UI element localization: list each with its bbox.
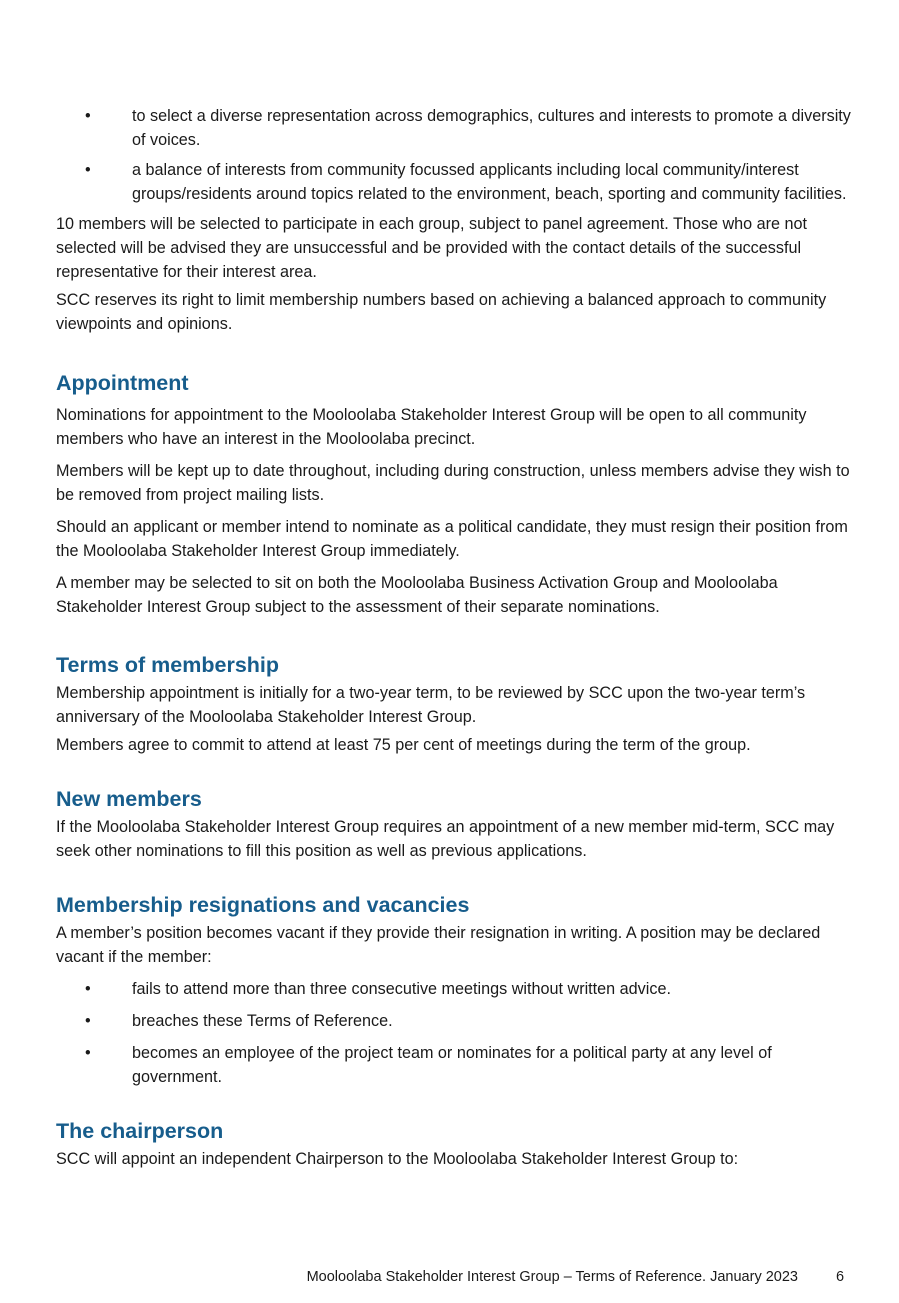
- section-heading-appointment: Appointment: [56, 371, 189, 395]
- paragraph: If the Mooloolaba Stakeholder Interest Group requires an appointment of a new member mid-term, SCC may seek other nominations to fill this position as well as previous applications.: [56, 818, 835, 860]
- paragraph: SCC reserves its right to limit membership numbers based on achieving a balanced approach to community viewpoints and opinions.: [56, 291, 827, 333]
- bullet-icon: •: [85, 980, 91, 998]
- list-item: [56, 1009, 856, 1033]
- list-item-text: breaches these Terms of Reference.: [132, 1012, 393, 1030]
- list-item: [56, 1041, 856, 1089]
- paragraph: Should an applicant or member intend to nominate as a political candidate, they must resign their position from the Mooloolaba Stakeholder Interest Group immediately.: [56, 518, 848, 560]
- bullet-icon: •: [85, 161, 91, 179]
- document-page: [56, 104, 856, 1175]
- paragraph: Membership appointment is initially for a two-year term, to be reviewed by SCC upon the two-year term’s anniversary of the Mooloolaba Stakeholder Interest Group.: [56, 684, 806, 726]
- list-item: [56, 977, 856, 1001]
- list-item-text: becomes an employee of the project team or nominates for a political party at any level of government.: [132, 1044, 772, 1086]
- section-heading-chairperson: The chairperson: [56, 1119, 224, 1143]
- bullet-icon: •: [85, 1044, 91, 1062]
- paragraph: A member’s position becomes vacant if they provide their resignation in writing. A position may be declared vacant if the member:: [56, 924, 821, 966]
- list-item-text: to select a diverse representation across demographics, cultures and interests to promote a diversity of voices.: [132, 107, 851, 149]
- footer-text: Mooloolaba Stakeholder Interest Group – Terms of Reference. January 2023: [306, 1269, 798, 1285]
- bullet-icon: •: [85, 107, 91, 125]
- bullet-icon: •: [85, 1012, 91, 1030]
- paragraph: SCC will appoint an independent Chairperson to the Mooloolaba Stakeholder Interest Group to:: [56, 1150, 739, 1168]
- resignation-bullet-list: [56, 977, 856, 1089]
- paragraph: 10 members will be selected to participate in each group, subject to panel agreement. Those who are not selected will be advised they are unsuccessful and be provided with the contact details of the successful representative for their interest area.: [56, 215, 808, 281]
- list-item: [56, 104, 856, 152]
- paragraph: Members agree to commit to attend at least 75 per cent of meetings during the term of the group.: [56, 736, 751, 754]
- list-item-text: a balance of interests from community focussed applicants including local community/interest groups/residents around topics related to the environment, beach, sporting and community facilities.: [132, 161, 847, 203]
- section-heading-new-members: New members: [56, 787, 202, 811]
- paragraph: Nominations for appointment to the Mooloolaba Stakeholder Interest Group will be open to all community members who have an interest in the Mooloolaba precinct.: [56, 406, 807, 448]
- list-item-text: fails to attend more than three consecutive meetings without written advice.: [132, 980, 671, 998]
- top-bullet-list: [56, 104, 856, 206]
- section-heading-terms: Terms of membership: [56, 653, 280, 677]
- paragraph: A member may be selected to sit on both the Mooloolaba Business Activation Group and Mooloolaba Stakeholder Interest Group subject to the assessment of their separate nominations.: [56, 574, 778, 616]
- page-number: 6: [836, 1269, 845, 1285]
- paragraph: Members will be kept up to date throughout, including during construction, unless members advise they wish to be removed from project mailing lists.: [56, 462, 850, 504]
- section-heading-resignations: Membership resignations and vacancies: [56, 893, 470, 917]
- list-item: [56, 158, 856, 206]
